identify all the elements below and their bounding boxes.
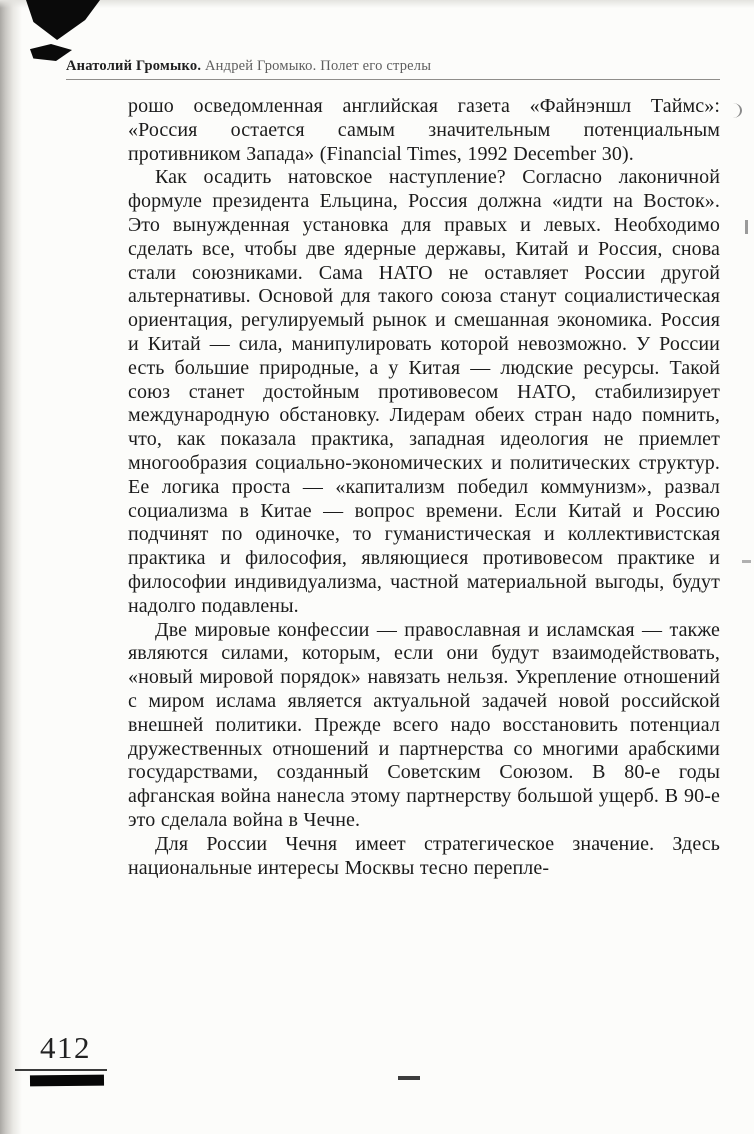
scan-mark-right-paren: [733, 103, 742, 118]
scan-artifact-bottom-center-dash: [398, 1076, 420, 1080]
scan-mark-right-dash: [742, 560, 751, 563]
scan-edge-shadow-top: [0, 0, 754, 8]
paragraph: Для России Чечня имеет стратегическое значение. Здесь национальные интересы Москвы тесно перепле-: [128, 832, 720, 879]
scan-mark-right-tick: [745, 220, 748, 234]
page-number: 412: [40, 1030, 91, 1065]
running-header: [66, 58, 726, 75]
scan-artifact-top-left-1: [26, 0, 100, 40]
paragraph: Две мировые конфессии — православная и исламская — также являются силами, которым, если они будут взаимодействовать, «новый мировой порядок» навязать нельзя. Укрепление отношений с миром ислама является актуальной задачей новой российской внешней политики. Прежде всего надо восстановить потенциал дружественных отношений и партнерства со многими арабскими государствами, созданный Советским Союзом. В 80-е годы афганская война нанесла этому партнерству большой ущерб. В 90-е это сделала война в Чечне.: [128, 618, 720, 831]
body-text: [128, 95, 720, 880]
paragraph-continuation: рошо осведомленная английская газета «Файнэншл Таймс»: «Россия остается самым значительным потенциальным противником Запада» (Financial Times, 1992 December 30).: [128, 95, 720, 165]
scan-artifact-bottom-left-bar: [30, 1075, 104, 1087]
paragraph: Как осадить натовское наступление? Согласно лаконичной формуле президента Ельцина, Россия должна «идти на Восток». Это вынужденная установка для правых и левых. Необходимо сделать все, чтобы две ядерные державы, Китай и Россия, снова стали союзниками. Сама НАТО не оставляет России другой альтернативы. Основой для такого союза станут социалистическая ориентация, регулируемый рынок и смешанная экономика. Россия и Китай — сила, манипулировать которой невозможно. У России есть большие природные, а у Китая — людские ресурсы. Такой союз станет достойным противовесом НАТО, стабилизирует международную обстановку. Лидерам обеих стран надо помнить, что, как показала практика, западная идеология не приемлет многообразия социально-экономических и политических структур. Ее логика проста — «капитализм победил коммунизм», развал социализма в Китае — вопрос времени. Если Китай и Россию подчинят по одиночке, то гуманистическая и коллективистская практика и философия, являющиеся противовесом практике и философии индивидуализма, частной материальной выгоды, будут надолго подавлены.: [128, 166, 720, 617]
header-rule: [66, 79, 720, 80]
page-number-rule: [15, 1069, 107, 1071]
scan-edge-shadow-left: [0, 0, 22, 1134]
running-header-author: Анатолий Громыко.: [66, 58, 202, 74]
running-header-title: Андрей Громыко. Полет его стрелы: [201, 58, 432, 74]
